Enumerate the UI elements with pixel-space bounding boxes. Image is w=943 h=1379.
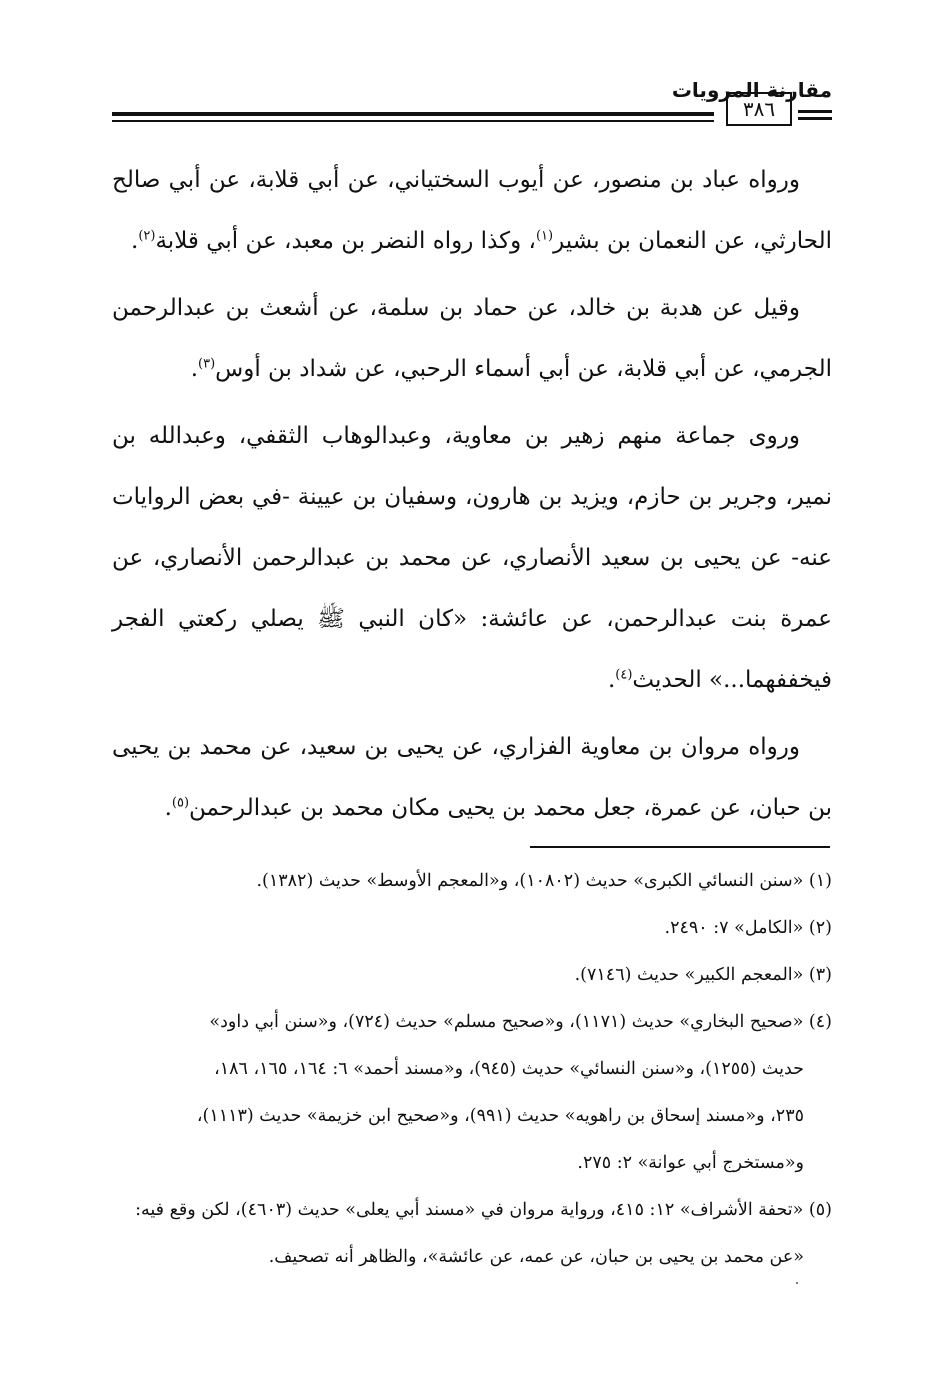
footnote-separator: [530, 846, 830, 848]
paragraph-4: [112, 717, 832, 839]
paragraph-1: [112, 150, 832, 272]
footnote-ref-5: (٥): [171, 795, 190, 811]
paragraph-4-end: .: [164, 795, 172, 821]
footnote-ref-4: (٤): [615, 667, 633, 683]
running-title: مقارنة المرويات: [671, 78, 832, 102]
header-rule-thin: [112, 120, 714, 122]
paragraph-3-text: وروى جماعة منهم زهير بن معاوية، وعبدالوهاب الثقفي، وعبدالله بن نمير، وجرير بن حازم، ويزيد بن هارون، وسفيان بن عيينة -في بعض الروايات عنه- عن يحيى بن سعيد الأنصاري، عن محمد بن عبدالرحمن الأنصاري، عن عمرة بنت عبدالرحمن، عن عائشة: «كان النبي ﷺ يصلي ركعتي الفجر فيخففهما...» الحديث: [112, 423, 832, 693]
footnote-4-line-3: ٢٣٥، و«مسند إسحاق بن راهويه» حديث (٩٩١)، و«صحيح ابن خزيمة» حديث (١١١٣)،: [196, 1106, 804, 1126]
paragraph-2-end: .: [190, 356, 198, 382]
footnote-5-line-1: (٥) «تحفة الأشراف» ١٢: ٤١٥، ورواية مروان في «مسند أبي يعلى» حديث (٤٦٠٣)، لكن وقع فيه:: [135, 1200, 832, 1220]
paragraph-3-end: .: [607, 667, 616, 693]
page-number-ornament: [798, 110, 832, 122]
footnote-ref-1: (١): [535, 228, 554, 244]
main-text: [112, 150, 832, 839]
paragraph-3: [112, 406, 832, 711]
footnote-3: (٣) «المعجم الكبير» حديث (٧١٤٦).: [574, 965, 832, 985]
page-number: ٣٨٦: [726, 92, 792, 126]
scan-speck: [796, 1282, 798, 1284]
paragraph-1-end: .: [131, 228, 139, 254]
footnote-2: (٢) «الكامل» ٧: ٢٤٩٠.: [664, 918, 832, 938]
footnote-5-line-2: «عن محمد بن يحيى بن حبان، عن عمه، عن عائشة»، والظاهر أنه تصحيف.: [268, 1247, 804, 1267]
footnote-4-line-4: و«مستخرج أبي عوانة» ٢: ٢٧٥.: [577, 1153, 804, 1173]
paragraph-1-text-cont: ، وكذا رواه النضر بن معبد، عن أبي قلابة: [155, 228, 536, 254]
footnote-4-line-2: حديث (١٢٥٥)، و«سنن النسائي» حديث (٩٤٥)، و«مسند أحمد» ٦: ١٦٤، ١٦٥، ١٨٦،: [214, 1059, 804, 1079]
page-header: [112, 76, 832, 132]
header-rule-thick: [112, 112, 714, 116]
footnote-4-line-1: (٤) «صحيح البخاري» حديث (١١٧١)، و«صحيح مسلم» حديث (٧٢٤)، و«سنن أبي داود»: [209, 1012, 832, 1032]
paragraph-1-text: ورواه عباد بن منصور، عن أيوب السختياني، عن أبي قلابة، عن أبي صالح الحارثي، عن النعمان بن بشير: [112, 167, 832, 254]
footnote-ref-2: (٢): [138, 228, 156, 244]
paragraph-2-text: وقيل عن هدبة بن خالد، عن حماد بن سلمة، عن أشعث بن عبدالرحمن الجرمي، عن أبي قلابة، عن أبي أسماء الرحبي، عن شداد بن أوس: [112, 295, 832, 382]
footnotes: [112, 858, 832, 1281]
footnote-1: (١) «سنن النسائي الكبرى» حديث (١٠٨٠٢)، و«المعجم الأوسط» حديث (١٣٨٢).: [256, 871, 832, 891]
paragraph-4-text: ورواه مروان بن معاوية الفزاري، عن يحيى بن سعيد، عن محمد بن يحيى بن حبان، عن عمرة، جعل محمد بن يحيى مكان محمد بن عبدالرحمن: [112, 734, 832, 821]
paragraph-2: [112, 278, 832, 400]
footnote-ref-3: (٣): [198, 356, 216, 372]
